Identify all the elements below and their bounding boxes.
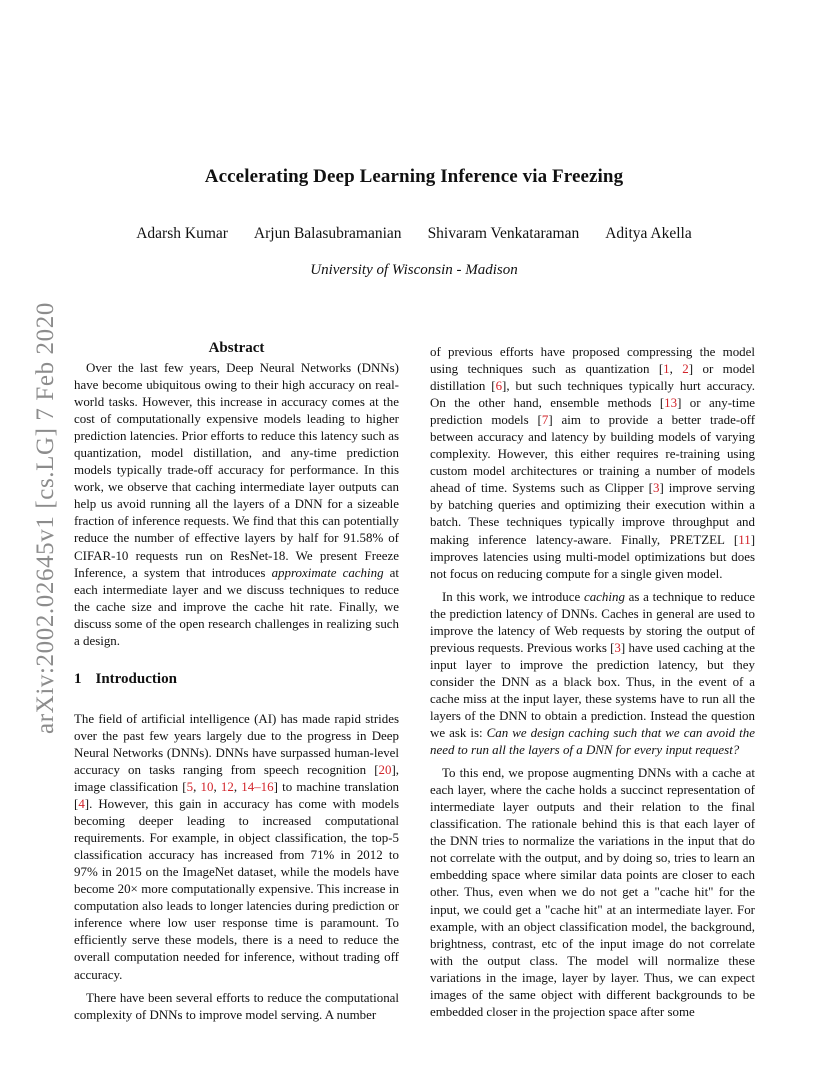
author-name: Adarsh Kumar [136, 225, 228, 242]
body-paragraph: To this end, we propose augmenting DNNs with a cache at each layer, where the cache holds a succinct representation of intermediate layer outputs and their relation to the final classification. The rationale behind this is that each layer of the DNN tries to normalize the variations in the input that do not correlate with the output, and by doing so, tries to learn an embedding space where similar data points are closer to each other. Thus, even when we do not get a "cache hit" for the input, we could get a "cache hit" at an intermediate layer. For example, with an object classification model, the background, brightness, contrast, etc of the input image do not correlate with the output class. The model will normalize these variations in the image, layer by layer. Thus, we can expect images of the same object with different backgrounds to be embedded closer in the projection space after some [430, 765, 755, 1019]
affiliation: University of Wisconsin - Madison [310, 262, 518, 278]
body-paragraph: The field of artificial intelligence (AI) has made rapid strides over the past few years largely due to the progress in Deep Neural Networks (DNNs). DNNs have surpassed human-level accuracy on tasks ranging from speech recognition [20], image classification [5, 10, 12, 14–16] to machine translation [4]. However, this gain in accuracy has come with models becoming deeper leading to increased computational requirements. For example, in object classification, the top-5 classification accuracy has increased from 71% in 2012 to 97% in 2015 on the ImageNet dataset, while the models have become 20× more computationally expensive. This increase in computation also leads to longer latencies during prediction or inference where low user response time is paramount. To efficiently serve these models, there is a need to reduce the overall computation needed for inference, without trading off accuracy. [74, 710, 400, 982]
right-column [430, 343, 755, 1020]
citation-link[interactable]: 3 [614, 639, 621, 655]
author-name: Aditya Akella [605, 225, 692, 242]
citation-link[interactable]: 1 [663, 361, 670, 377]
abstract-text: Over the last few years, Deep Neural Networks (DNNs) have become ubiquitous owing to their high accuracy on real-world tasks. However, this increase in accuracy comes at the cost of computationally expensive models leading to higher prediction latencies. Prior efforts to reduce this latency such as quantization, model distillation, and any-time prediction models typically trade-off accuracy for performance. In this work, we observe that caching intermediate layer outputs can help us avoid running all the layers of a DNN for a sizeable fraction of inference requests. We find that this can potentially reduce the number of effective layers by half for 91.58% of CIFAR-10 requests run on ResNet-18. We present Freeze Inference, a system that introduces approximate caching at each intermediate layer and we discuss techniques to reduce the cache size and improve the cache hit rate. Finally, we discuss some of the open research challenges in realizing such a design. [74, 360, 399, 648]
citation-link[interactable]: 12 [220, 778, 234, 794]
citation-link[interactable]: 10 [200, 778, 214, 794]
body-paragraph: There have been several efforts to reduce the computational complexity of DNNs to improve model serving. A number [74, 989, 399, 1022]
left-column [74, 340, 399, 1023]
body-paragraph: In this work, we introduce caching as a technique to reduce the prediction latency of DNNs. Caches in general are used to improve the latency of Web requests by storing the output of previous requests. Previous works [3] have used caching at the input layer to improve the prediction latency, but they consider the DNN as a black box. Thus, in the event of a cache miss at the input layer, these systems have to run all the layers of the DNN to obtain a prediction. Instead the question we ask is: Can we design caching such that we can avoid the need to run all the layers of a DNN for every input request? [430, 588, 755, 758]
citation-link[interactable]: 13 [664, 395, 678, 411]
citation-link[interactable]: 14–16 [241, 778, 274, 794]
citation-link[interactable]: 5 [186, 778, 194, 794]
paper-title: Accelerating Deep Learning Inference via Freezing [204, 166, 624, 187]
body-paragraph: of previous efforts have proposed compressing the model using techniques such as quantization [1, 2] or model distillation [6], but such techniques typically hurt accuracy. On the other hand, ensemble methods [13] or any-time prediction models [7] aim to provide a better trade-off between accuracy and latency by building models of varying complexity. However, this either requires re-training using custom model architectures or training a number of models ahead of time. Systems such as Clipper [3] improve serving by batching queries and optimizing their execution within a batch. These techniques typically improve throughput and making inference latency-aware. Finally, PRETZEL [11] improves latencies using multi-model optimizations but does not focus on reducing compute for a single given model. [430, 344, 756, 581]
citation-link[interactable]: 11 [738, 531, 751, 547]
citation-link[interactable]: 2 [682, 361, 689, 377]
citation-link[interactable]: 3 [652, 480, 660, 496]
arxiv-identifier: arXiv:2002.02645v1 [cs.LG] 7 Feb 2020 [32, 302, 59, 734]
citation-link[interactable]: 4 [78, 796, 85, 812]
author-list [0, 225, 828, 243]
arxiv-sidebar [32, 288, 59, 748]
citation-link[interactable]: 6 [495, 378, 503, 394]
author-name: Arjun Balasubramanian [253, 225, 402, 242]
citation-link[interactable]: 7 [541, 412, 549, 428]
author-name: Shivaram Venkataraman [427, 225, 580, 242]
citation-link[interactable]: 20 [378, 761, 392, 777]
abstract-heading: Abstract [208, 340, 265, 356]
section-heading-introduction: 1 Introduction [74, 670, 177, 687]
